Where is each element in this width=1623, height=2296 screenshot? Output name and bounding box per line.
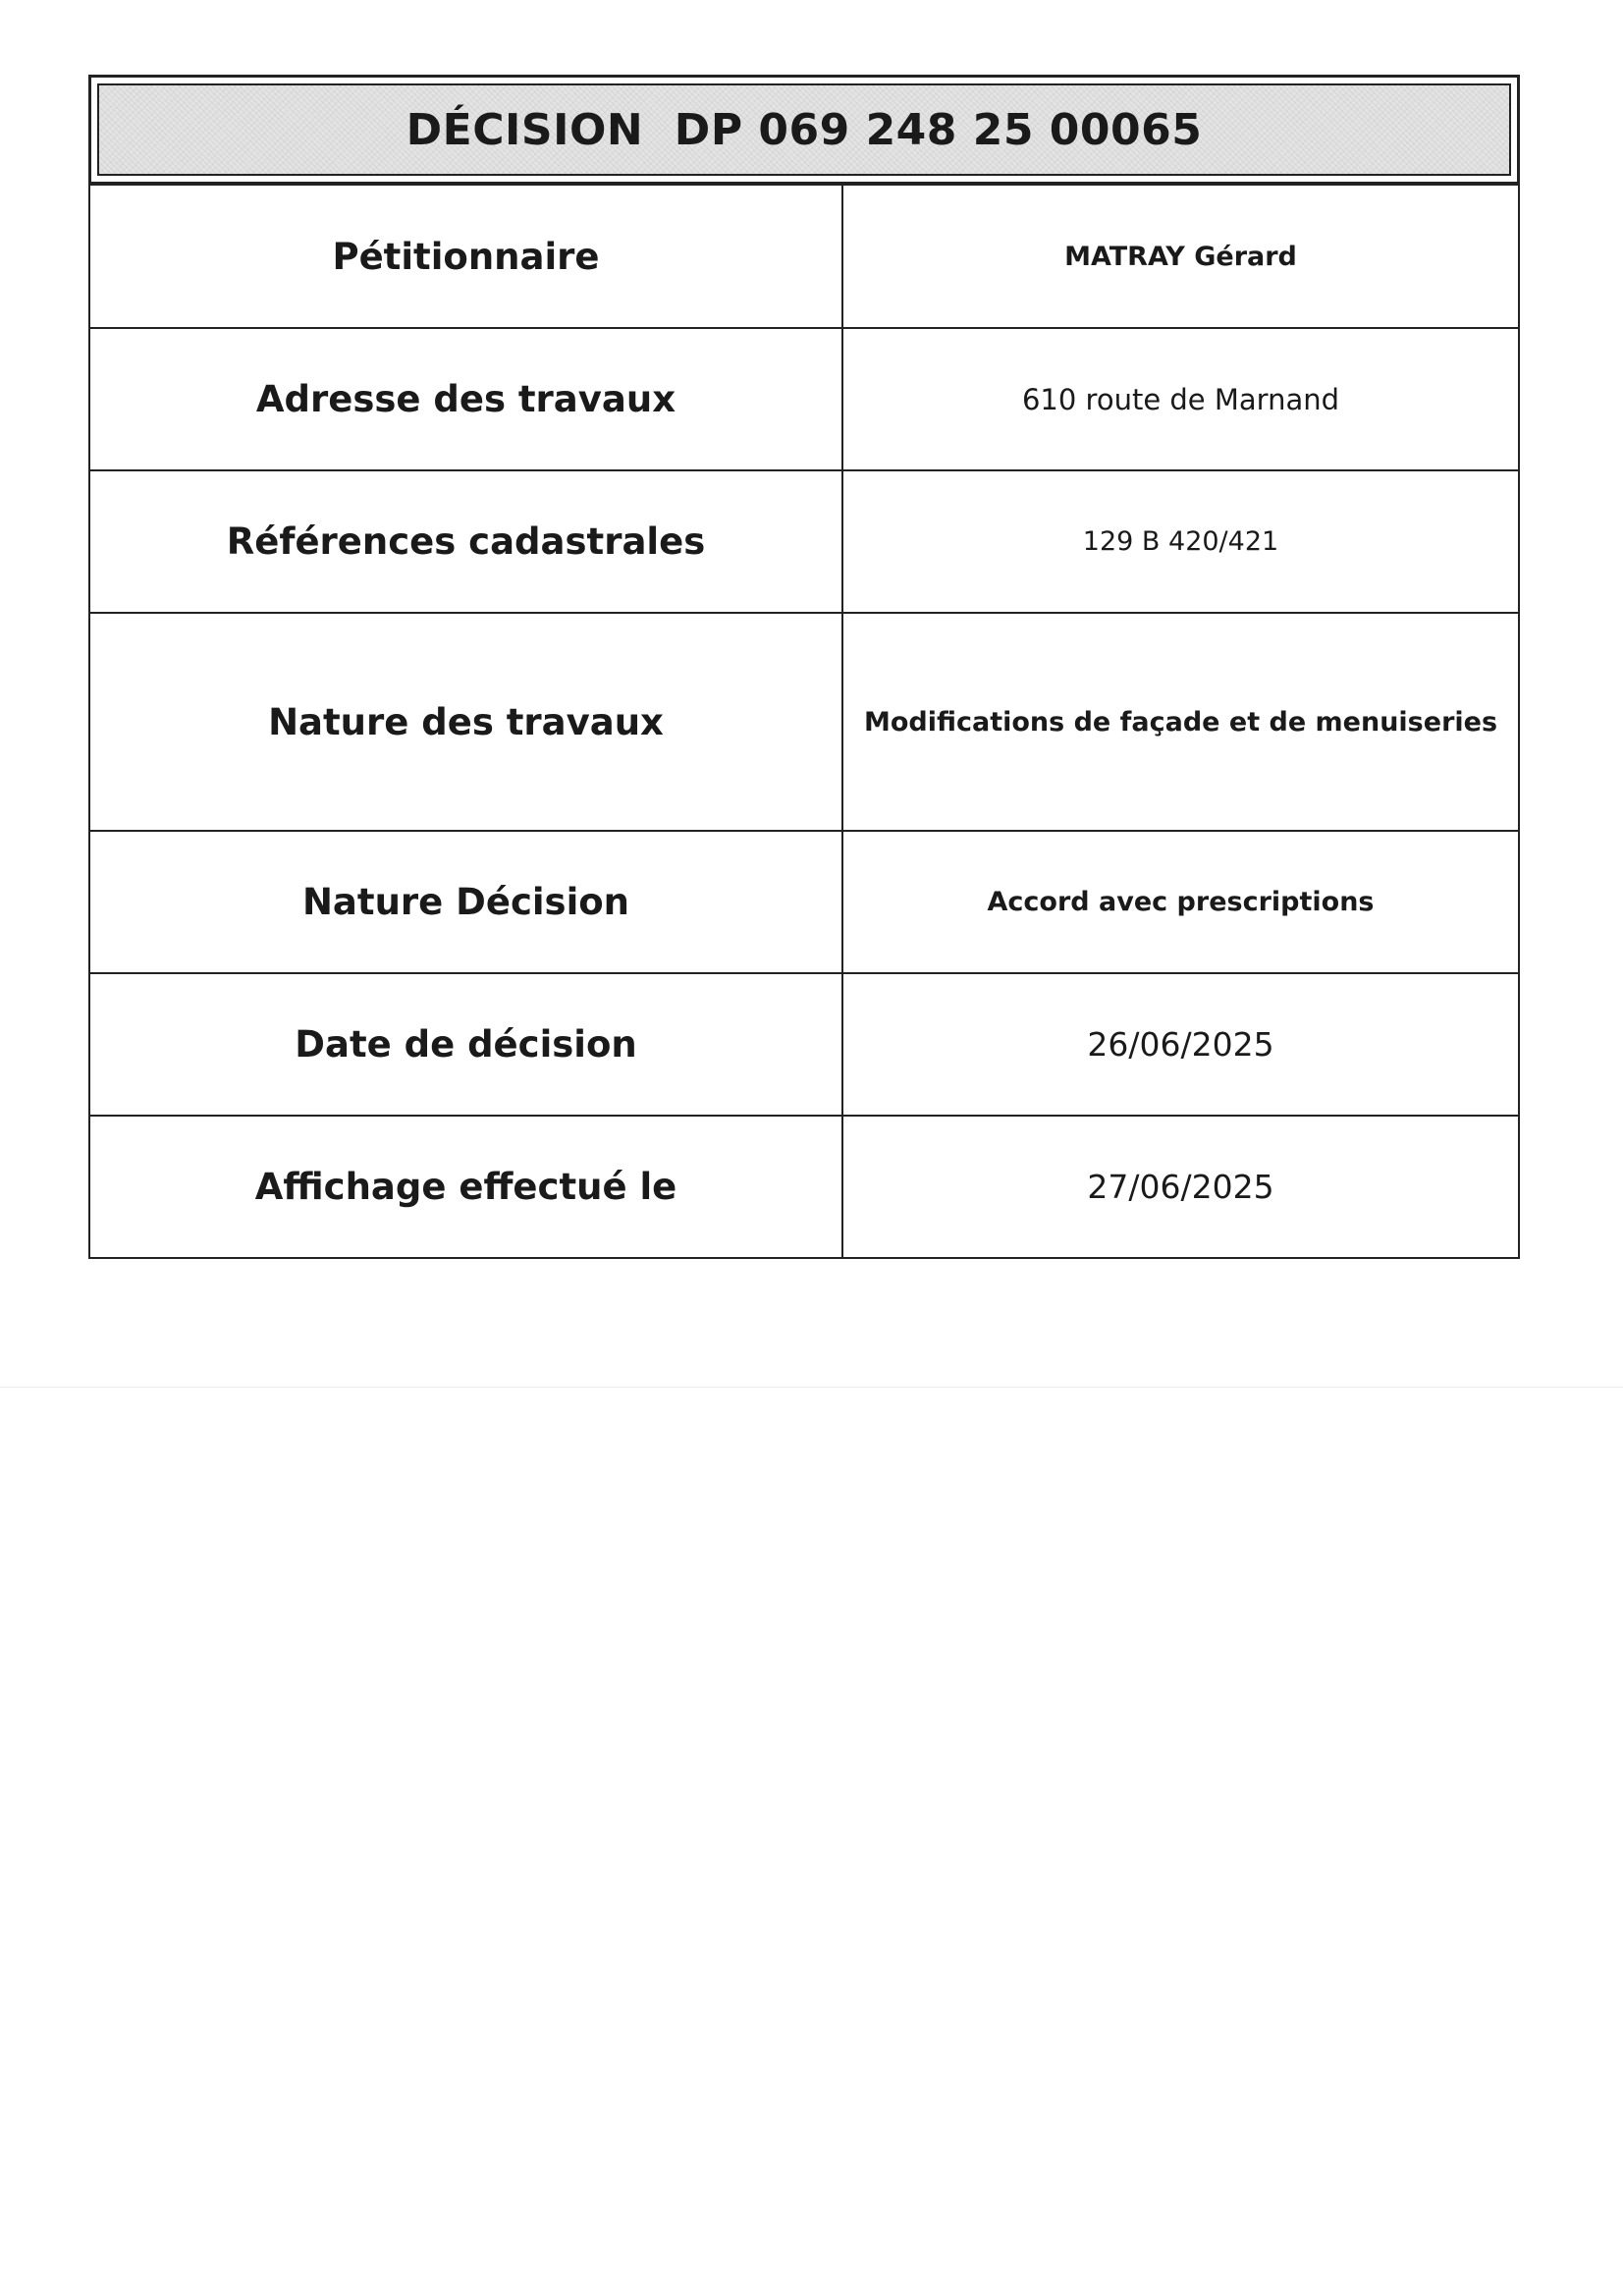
row-label-petitionnaire: Pétitionnaire: [89, 185, 842, 328]
row-value-nature-travaux: Modifications de façade et de menuiseries: [842, 613, 1519, 831]
decision-table: [88, 184, 1520, 1259]
row-value-nature-decision: Accord avec prescriptions: [842, 831, 1519, 973]
row-value-petitionnaire: MATRAY Gérard: [842, 185, 1519, 328]
row-label-references: Références cadastrales: [89, 470, 842, 613]
table-row-date-decision: [89, 973, 1519, 1116]
table-row-adresse: [89, 328, 1519, 470]
decision-title: DÉCISION DP 069 248 25 00065: [406, 104, 1203, 155]
title-banner: [97, 83, 1511, 176]
table-row-nature-travaux: [89, 613, 1519, 831]
row-label-affichage: Affichage effectué le: [89, 1116, 842, 1258]
row-label-nature-decision: Nature Décision: [89, 831, 842, 973]
row-label-adresse: Adresse des travaux: [89, 328, 842, 470]
page-divider: [0, 1387, 1623, 1388]
table-row-references: [89, 470, 1519, 613]
row-value-affichage: 27/06/2025: [842, 1116, 1519, 1258]
row-value-date-decision: 26/06/2025: [842, 973, 1519, 1116]
table-row-petitionnaire: [89, 185, 1519, 328]
row-label-date-decision: Date de décision: [89, 973, 842, 1116]
table-row-nature-decision: [89, 831, 1519, 973]
title-box: [88, 75, 1520, 185]
row-value-references: 129 B 420/421: [842, 470, 1519, 613]
row-value-adresse: 610 route de Marnand: [842, 328, 1519, 470]
row-label-nature-travaux: Nature des travaux: [89, 613, 842, 831]
table-row-affichage: [89, 1116, 1519, 1258]
